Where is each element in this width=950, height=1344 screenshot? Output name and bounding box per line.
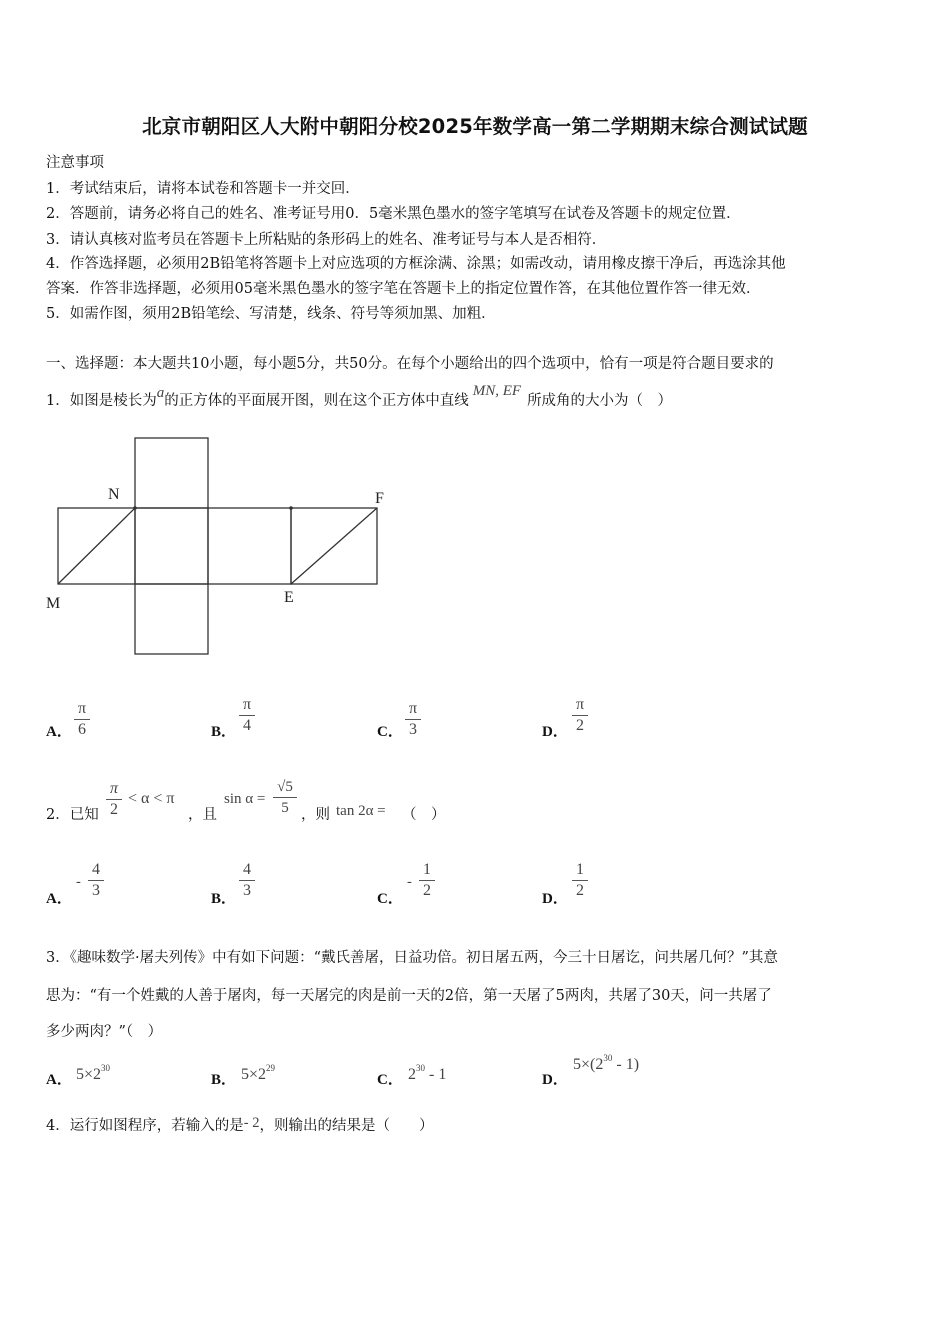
q2-option-a-sign: - (76, 874, 81, 890)
q1-option-b[interactable]: B． (211, 724, 237, 740)
base: 2 (408, 1066, 416, 1083)
q1-var-a: a (156, 385, 165, 401)
q1-text-3: 所成角的大小为（ ） (527, 393, 673, 409)
q2-option-c-sign: - (407, 874, 412, 890)
numerator: π (242, 696, 252, 713)
denominator: 2 (576, 717, 584, 734)
q2-text-3: ，则 (301, 807, 330, 823)
net-top-face (135, 438, 208, 508)
base: 5×2 (241, 1066, 267, 1083)
q4-text-2: ，则输出的结果是（ ） (259, 1118, 434, 1134)
base: 5×(2 (573, 1056, 604, 1073)
q1-option-d-value (572, 696, 588, 735)
q2-option-c[interactable]: C． (377, 891, 403, 907)
q2-cond-rest: < α < π (128, 790, 175, 807)
q1-text-1: 1．如图是棱长为 (46, 393, 157, 409)
label-n: N (108, 486, 120, 503)
segment-ef (291, 508, 377, 584)
q2-option-b-value (239, 861, 255, 900)
q1-option-d[interactable]: D． (542, 724, 568, 740)
notice-item: 1．考试结束后，请将本试卷和答题卡一并交回． (46, 181, 360, 197)
q3-line-1: 3．《趣味数学·屠夫列传》中有如下问题：“戴氏善屠，日益功倍。初日屠五两，今三十日屠讫，问共屠几何？”其意 (46, 950, 778, 966)
denominator: 6 (78, 721, 86, 738)
numerator: π (77, 700, 87, 717)
q1-option-a-value (74, 700, 90, 739)
q2-option-b[interactable]: B． (211, 891, 237, 907)
notice-item: 4．作答选择题，必须用2B铅笔将答题卡上对应选项的方框涂满、涂黑；如需改动，请用橡皮擦干净后，再选涂其他 (46, 256, 786, 272)
tail: - 1) (612, 1056, 640, 1073)
exponent: 30 (101, 1063, 111, 1073)
denominator: 5 (281, 800, 289, 816)
notice-item: 3．请认真核对监考员在答题卡上所粘贴的条形码上的姓名、准考证号与本人是否相符． (46, 232, 607, 248)
tail: - 1 (425, 1066, 447, 1083)
q3-line-2: 思为：“有一个姓戴的人善于屠肉，每一天屠完的肉是前一天的2倍，第一天屠了5两肉，共屠了30天，问一共屠了 (46, 988, 772, 1004)
q4-input: - 2 (243, 1115, 260, 1131)
q1-text-2: 的正方体的平面展开图，则在这个正方体中直线 (164, 393, 469, 409)
notice-heading: 注意事项 (46, 155, 104, 171)
page-title: 北京市朝阳区人大附中朝阳分校2025年数学高一第二学期期末综合测试试题 (142, 115, 808, 138)
point-dot (289, 506, 293, 510)
q3-option-a-value (76, 1063, 111, 1084)
section-heading: 一、选择题：本大题共10小题，每小题5分，共50分。在每个小题给出的四个选项中，恰有一项是符合题目要求的 (46, 356, 774, 372)
q4-text-1: 4．运行如图程序，若输入的是 (46, 1118, 244, 1134)
q2-option-d[interactable]: D． (542, 891, 568, 907)
numerator: π (109, 780, 118, 797)
exponent: 29 (266, 1063, 276, 1073)
q2-text-1: 2．已知 (46, 807, 99, 823)
q3-option-d[interactable]: D． (542, 1072, 568, 1088)
q2-option-c-value (419, 861, 435, 900)
q2-text-2: ，且 (188, 807, 217, 823)
denominator: 3 (92, 882, 100, 899)
label-f: F (375, 490, 384, 507)
denominator: 2 (423, 882, 431, 899)
q3-line-3: 多少两肉？”（ ） (46, 1024, 163, 1040)
numerator: 4 (243, 861, 251, 878)
exponent: 30 (416, 1063, 425, 1073)
q3-option-c[interactable]: C． (377, 1072, 403, 1088)
q2-sin-fraction (273, 778, 297, 817)
q2-text-4: （ ） (402, 807, 446, 823)
question-1 (46, 383, 673, 410)
numerator: 4 (92, 861, 100, 878)
q2-tan: tan 2α = (336, 803, 386, 819)
notice-item: 5．如需作图，须用2B铅笔绘、写清楚，线条、符号等须加黑、加粗． (46, 306, 496, 322)
q3-option-c-value (408, 1063, 447, 1084)
q1-option-c-value (405, 700, 421, 739)
q2-option-a[interactable]: A． (46, 891, 72, 907)
q3-option-b-value (241, 1063, 276, 1084)
q2-sin: sin α = (224, 791, 266, 807)
segment-mn (58, 508, 135, 584)
denominator: 3 (409, 721, 417, 738)
label-m: M (46, 595, 61, 612)
exponent: 30 (603, 1053, 613, 1063)
numerator: √5 (277, 779, 293, 795)
denominator: 2 (110, 801, 118, 818)
denominator: 3 (243, 882, 251, 899)
q1-lines: MN, EF (472, 383, 522, 399)
base: 5×2 (76, 1066, 102, 1083)
q2-option-a-value (88, 861, 104, 900)
q3-option-a[interactable]: A． (46, 1072, 72, 1088)
notice-item: 答案．作答非选择题，必须用05毫米黑色墨水的签字笔在答题卡上的指定位置作答，在其他位置作答一律无效． (46, 281, 761, 297)
net-center-face (135, 508, 208, 584)
numerator: π (575, 696, 585, 713)
denominator: 4 (243, 717, 251, 734)
q2-cond-fraction (106, 780, 122, 819)
q1-option-c[interactable]: C． (377, 724, 403, 740)
q3-option-b[interactable]: B． (211, 1072, 237, 1088)
label-e: E (284, 589, 294, 606)
q1-option-a[interactable]: A． (46, 724, 72, 740)
numerator: 1 (576, 861, 584, 878)
net-bottom-face (135, 584, 208, 654)
numerator: π (408, 700, 418, 717)
net-right-face (208, 508, 291, 584)
numerator: 1 (423, 861, 431, 878)
question-4 (46, 1114, 433, 1135)
q3-option-d-value (573, 1053, 640, 1074)
q2-option-d-value (572, 861, 588, 900)
notice-item: 2．答题前，请务必将自己的姓名、准考证号用0．5毫米黑色墨水的签字笔填写在试卷及答题卡的规定位置． (46, 206, 741, 222)
q1-option-b-value (239, 696, 255, 735)
denominator: 2 (576, 882, 584, 899)
point-n (133, 506, 137, 510)
cube-net-figure (40, 430, 400, 666)
